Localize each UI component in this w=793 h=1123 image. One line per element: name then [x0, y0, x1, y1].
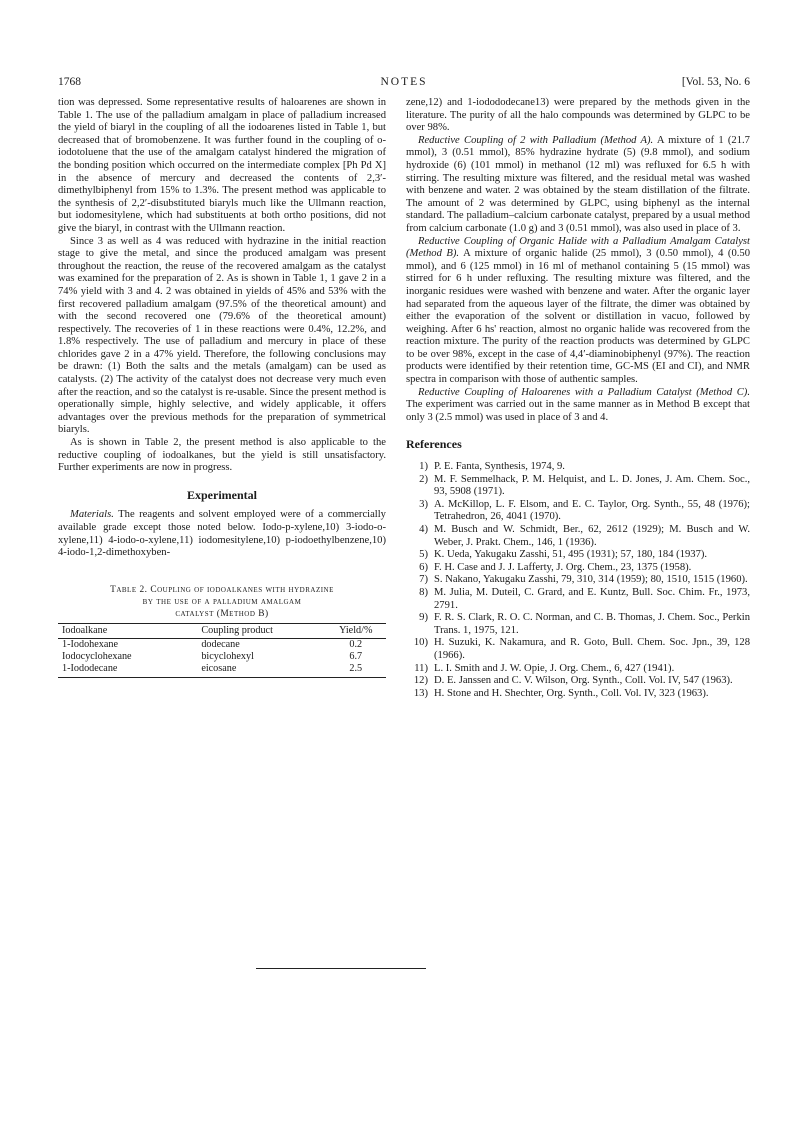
reference-item — [404, 688, 750, 701]
reference-text: F. R. S. Clark, R. O. C. Norman, and C. B. Thomas, J. Chem. Soc., Perkin Trans. 1, 1975, 121. — [434, 612, 750, 636]
table-cell: 0.2 — [349, 639, 363, 651]
method-c-text: The experiment was carried out in the same manner as in Method B except that only 3 (2.5 mmol) was used in place of 3 and 4. — [406, 399, 750, 423]
table-cell: 2.5 — [326, 663, 386, 678]
table-row — [58, 663, 386, 678]
reference-text: H. Suzuki, K. Nakamura, and R. Goto, Bull. Chem. Soc. Jpn., 39, 128 (1966). — [434, 637, 750, 661]
references-heading: References — [406, 437, 462, 452]
table-cell: Iodocyclohexane — [62, 651, 132, 663]
experimental-heading: Experimental — [187, 487, 257, 502]
method-c-title: Reductive Coupling of Haloarenes with a Palladium Catalyst (Method C). — [418, 386, 750, 398]
materials-label: Materials. — [70, 509, 114, 521]
body-paragraph: tion was depressed. Some representative results of haloarenes are shown in Table 1. The use of the palladium amalgam in place of palladium increased the yield of biaryl in the coupling of all the iodoarenes listed in Table 1, but decreased that of bromobenzene. It was further found in the coupling of o-iodotoluene that the use of the amalgam catalyst hindered the migration of the bonding position which occurred on the intermediate complex [Ph Pd X] in the absence of mercury and decreased the contents of 2,3′-dimethylbiphenyl from 15% to 1.3%. The present method was applicable to the synthesis of 2,2′-disubstituted biaryls much like the Ullmann reaction, but iodomesitylene, which had substituents at both ortho positions, did not give the biaryl, in contrast with the Ullmann reaction. — [58, 97, 386, 234]
reference-number: 12) — [413, 675, 428, 687]
column-header: Iodoalkane — [58, 623, 171, 639]
reference-text: H. Stone and H. Shechter, Org. Synth., Coll. Vol. IV, 323 (1963). — [434, 687, 709, 699]
method-c-paragraph — [406, 387, 750, 425]
method-a-paragraph — [406, 135, 750, 236]
reference-number: 8) — [419, 586, 428, 598]
body-paragraph: zene,12) and 1-iodododecane13) were prepared by the methods given in the literature. The purity of all the halo compounds was determined by GLPC to be over 98%. — [406, 97, 750, 134]
reference-item — [404, 612, 750, 637]
table-cell: 1-Iodohexane — [62, 639, 119, 651]
materials-text: The reagents and solvent employed were of a commercially available grade except those noted below. Iodo-p-xylene,10) 3-iodo-o-xylene,11) 4-iodo-o-xylene,11) iodomesitylene,10) p-iodoethylbenzene,10) 4-iodo-1,2-dimethoxyben- — [58, 509, 386, 559]
right-column — [406, 97, 750, 700]
reference-text: D. E. Janssen and C. V. Wilson, Org. Synth., Coll. Vol. IV, 547 (1963). — [434, 675, 733, 687]
reference-item — [404, 474, 750, 499]
reference-number: 10) — [413, 637, 428, 649]
reference-number: 9) — [419, 612, 428, 624]
table-cell: 1-Iododecane — [58, 663, 171, 678]
reference-number: 11) — [414, 662, 428, 674]
reference-item — [404, 663, 750, 676]
reference-item — [404, 637, 750, 662]
column-header: Yield/% — [326, 623, 386, 639]
left-column — [58, 97, 386, 678]
table-2 — [58, 623, 386, 679]
reference-item — [404, 499, 750, 524]
body-paragraph: As is shown in Table 2, the present method is also applicable to the reductive coupling of iodoalkanes, but the yield is still unsatisfactory. Further experiments are now in progress. — [58, 437, 386, 474]
page-number: 1768 — [58, 76, 81, 88]
reference-item — [404, 549, 750, 562]
reference-list — [406, 461, 750, 700]
column-header: Coupling product — [171, 623, 325, 639]
reference-item — [404, 562, 750, 575]
table-caption-line: by the use of a palladium amalgam — [142, 596, 302, 607]
table-cell: bicyclohexyl — [201, 651, 254, 663]
reference-text: F. H. Case and J. J. Lafferty, J. Org. Chem., 23, 1375 (1958). — [434, 561, 692, 573]
running-header — [58, 74, 750, 90]
reference-number: 6) — [419, 561, 428, 573]
reference-number: 5) — [419, 549, 428, 561]
table-cell: eicosane — [171, 663, 325, 678]
reference-text: M. F. Semmelhack, P. M. Helquist, and L. D. Jones, J. Am. Chem. Soc., 93, 5908 (1971). — [434, 473, 750, 498]
method-b-text: A mixture of organic halide (25 mmol), 3 (0.50 mmol), 4 (0.50 mmol), and 6 (125 mmol) in 16 ml of methanol containing 5 (15 mmol) was stirred for 6 h under refluxing. The resulting mixture was filtered, and the inorganic residues were washed with benzene and water. After the organic layer had separated from the aqueous layer of the filtrate, the dimer was obtained by either the evaporation of the solvent or distillation in vacuo, followed by weighing. After 6 hs' reaction, almost no organic halide was recovered from the reaction mixture. The purity of the reaction products was determined by GLPC to be over 98%, except in the case of 4,4′-diaminobiphenyl (97%). The reaction products were identified by their retention time, GC-MS (EI and CI), and NMR spectra in comparison with those of authentic samples. — [406, 248, 750, 386]
reference-text: M. Julia, M. Duteil, C. Grard, and E. Kuntz, Bull. Soc. Chim. Fr., 1973, 2791. — [434, 586, 750, 611]
reference-number: 2) — [419, 473, 428, 485]
table-row — [58, 639, 386, 652]
table-header-row — [58, 623, 386, 639]
journal-section: NOTES — [380, 76, 428, 88]
method-b-title: Reductive Coupling of Organic Halide with a Palladium Amalgam Catalyst (Method B). — [406, 235, 750, 260]
reference-number: 4) — [419, 524, 428, 535]
method-b-paragraph — [406, 236, 750, 387]
reference-item — [404, 574, 750, 587]
table-caption-line: catalyst (Method B) — [175, 608, 269, 619]
reference-number: 3) — [419, 498, 428, 510]
reference-text: S. Nakano, Yakugaku Zasshi, 79, 310, 314 (1959); 80, 1510, 1515 (1960). — [434, 574, 748, 586]
reference-text: A. McKillop, L. F. Elsom, and E. C. Taylor, Org. Synth., 55, 48 (1976); Tetrahedron, 26, 4041 (1970). — [434, 498, 750, 523]
table-cell: 6.7 — [349, 651, 363, 663]
volume-label: [Vol. 53, No. 6 — [681, 76, 750, 88]
reference-number: 7) — [419, 574, 428, 586]
reference-number: 13) — [413, 687, 428, 699]
method-a-title: Reductive Coupling of 2 with Palladium (Method A). — [418, 134, 654, 146]
reference-item — [404, 587, 750, 612]
reference-text: K. Ueda, Yakugaku Zasshi, 51, 495 (1931); 57, 180, 184 (1937). — [434, 549, 708, 561]
reference-item — [404, 461, 750, 474]
table-row — [58, 651, 386, 663]
reference-text: M. Busch and W. Schmidt, Ber., 62, 2612 (1929); M. Busch and W. Weber, J. Prakt. Chem., 146, 1 (1936). — [434, 524, 750, 548]
reference-item — [404, 675, 750, 688]
method-a-text: A mixture of 1 (21.7 mmol), 3 (0.51 mmol), 85% hydrazine hydrate (5) (9.8 mmol), and sodium hydroxide (6) (101 mmol) in methanol (12 ml) was refluxed for 6.5 h with stirring. The resulting mixture was filtered, and the residual metal was washed with benzene and water. 2 was obtained by the steam distillation of the filtrate. The amount of 2 was determined by GLPC, using biphenyl as the internal standard. The palladium–calcium carbonate catalyst, prepared by a usual method from calcium carbonate (1.0 g) and 3 (0.51 mmol), was also used in place of 3. — [406, 134, 750, 234]
reference-number: 1) — [419, 461, 428, 473]
reference-text: P. E. Fanta, Synthesis, 1974, 9. — [434, 461, 565, 473]
reference-item — [404, 524, 750, 549]
end-rule — [256, 968, 426, 969]
materials-paragraph — [58, 509, 386, 559]
table-cell: dodecane — [201, 639, 240, 651]
table-caption-line: Table 2. Coupling of iodoalkanes with hydrazine — [110, 584, 334, 595]
body-paragraph: Since 3 as well as 4 was reduced with hydrazine in the initial reaction stage to give the metal, and since the produced amalgam was present throughout the reaction, the reuse of the recovered amalgam as the catalyst was examined for the preparation of 2. As is shown in Table 1, 1 gave 2 in a 74% yield with 3 and 4. 2 was obtained in yields of 45% and 53% with the first recovered palladium amalgam (97.5% of the theoretical amount) and with the second recovered one (79.6% of the theoretical amount) respectively. The recoveries of 1 in these reactions were 0.4%, 12.2%, and 1.8% respectively. The use of palladium and mercury in place of these chlorides gave 2 in a 47% yield. Therefore, the following conclusions may be drawn: (1) Both the salts and the metals (amalgam) can be used as catalysts. (2) The activity of the catalyst does not decrease very much even after the reaction, and so the catalyst is re-usable. Since the present method is operationally simple, highly selective, and widely applicable, it offers advantages over the previous methods for the preparation of symmetrical biaryls. — [58, 235, 386, 436]
reference-text: L. I. Smith and J. W. Opie, J. Org. Chem., 6, 427 (1941). — [434, 662, 675, 674]
table-caption — [58, 584, 386, 620]
